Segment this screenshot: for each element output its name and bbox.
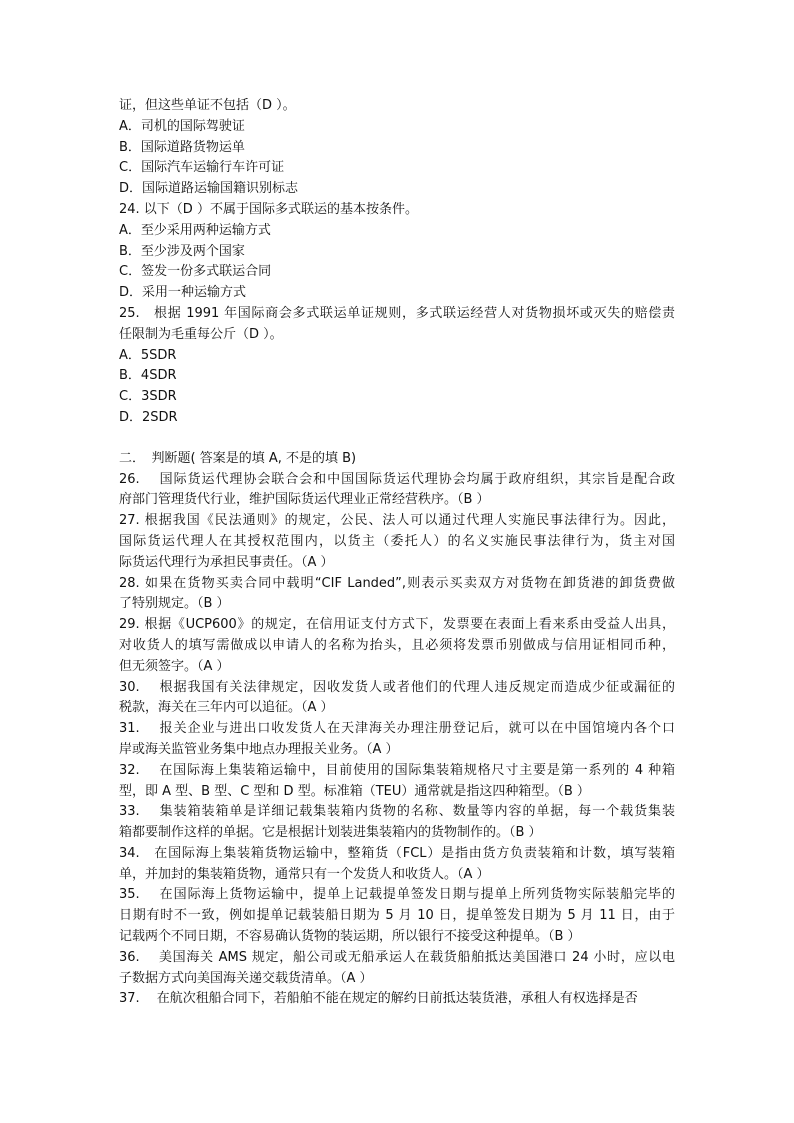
text-line: C．签发一份多式联运合同: [119, 264, 272, 280]
text-line: 32. 在国际海上集装箱运输中，目前使用的国际集装箱规格尺寸主要是第一系列的 4 种箱: [119, 762, 675, 778]
question-paragraph: [119, 885, 675, 947]
text-line: 31. 报关企业与进出口收发货人在天津海关办理注册登记后，就可以在中国馆境内各个口: [119, 721, 675, 737]
question-paragraph: [119, 761, 675, 803]
text-line: A．司机的国际驾驶证: [119, 118, 245, 134]
question-paragraph: [119, 678, 675, 720]
text-line: 证，但这些单证不包括（D ）。: [119, 98, 296, 113]
section-gap: [119, 429, 675, 449]
text-line: 际货运代理行为承担民事责任。（A ）: [119, 554, 334, 570]
text-line: 任限制为毛重每公斤（D ）。: [119, 326, 283, 342]
text-line: 但无须签字。（A ）: [119, 658, 230, 674]
text-block: [119, 449, 675, 470]
text-line: 对收货人的填写需做成以申请人的名称为抬头，且必须将发票币别做成与信用证相同币种，: [119, 637, 675, 653]
text-line: 税款，海关在三年内可以追征。（A ）: [119, 700, 334, 716]
question-paragraph: [119, 574, 675, 616]
text-line: 26. 国际货运代理协会联合会和中国国际货运代理协会均属于政府组织，其宗旨是配合政: [119, 471, 675, 487]
text-line: 府部门管理货代行业，维护国际货运代理业正常经营秩序。（B ）: [119, 492, 490, 508]
text-line: 30. 根据我国有关法律规定，因收发货人或者他们的代理人违反规定而造成少征或漏征的: [119, 679, 675, 695]
document-page: [119, 96, 675, 1010]
text-line: A．至少采用两种运输方式: [119, 222, 271, 238]
question-paragraph: [119, 615, 675, 677]
text-line: 33. 集装箱装箱单是详细记载集装箱内货物的名称、数量等内容的单据，每一个载货集装: [119, 804, 675, 820]
text-line: 28. 如果在货物买卖合同中载明“CIF Landed”,则表示买卖双方对货物在卸货港的卸货费做: [119, 575, 675, 591]
text-line: 日期有时不一致，例如提单记载装船日期为 5 月 10 日，提单签发日期为 5 月 11 日，由于: [119, 908, 675, 924]
text-line: 24. 以下（D ）不属于国际多式联运的基本按条件。: [119, 201, 418, 217]
question-paragraph: [119, 802, 675, 844]
text-block: [119, 346, 675, 429]
text-line: 记载两个不同日期，不容易确认货物的装运期，所以银行不接受这种提单。（B ）: [119, 929, 581, 945]
question-paragraph: [119, 948, 675, 990]
text-line: C．国际汽车运输行车许可证: [119, 160, 285, 176]
question-paragraph: [119, 719, 675, 761]
text-line: D．国际道路运输国籍识别标志: [119, 181, 299, 197]
text-line: 型，即 A 型、B 型、C 型和 D 型。标准箱（TEU）通常就是指这四种箱型。（B ）: [119, 783, 590, 799]
text-line: 35. 在国际海上货物运输中，提单上记载提单签发日期与提单上所列货物实际装船完毕的: [119, 887, 675, 903]
text-block: [119, 96, 675, 304]
question-paragraph: [119, 304, 675, 346]
text-line: 了特别规定。（B ）: [119, 596, 230, 612]
text-line: D．采用一种运输方式: [119, 285, 247, 301]
question-paragraph: [119, 511, 675, 573]
question-paragraph: [119, 989, 675, 1010]
text-line: 单，并加封的集装箱货物，通常只有一个发货人和收货人。（A ）: [119, 866, 490, 882]
text-line: C．3SDR: [119, 389, 177, 405]
text-line: 36. 美国海关 AMS 规定，船公司或无船承运人在载货船舶抵达美国港口 24 小时，应以电: [119, 949, 675, 965]
text-line: D．2SDR: [119, 409, 178, 425]
text-line: B．至少涉及两个国家: [119, 243, 245, 259]
text-line: 二． 判断题( 答案是的填 A, 不是的填 B): [119, 450, 357, 466]
text-line: 29. 根据《UCP600》的规定，在信用证支付方式下，发票要在表面上看来系由受益人出具，: [119, 617, 675, 633]
question-paragraph: [119, 844, 675, 886]
text-line: B．国际道路货物运单: [119, 139, 245, 155]
text-line: 27. 根据我国《民法通则》的规定，公民、法人可以通过代理人实施民事法律行为。因此，: [119, 513, 675, 529]
text-line: 箱都要制作这样的单据。它是根据计划装进集装箱内的货物制作的。（B ）: [119, 825, 542, 841]
text-line: 子数据方式向美国海关递交载货清单。（A ）: [119, 970, 373, 986]
text-line: B．4SDR: [119, 368, 177, 384]
text-line: 34. 在国际海上集装箱货物运输中，整箱货（FCL）是指由货方负责装箱和计数，填写装箱: [119, 845, 675, 861]
question-paragraph: [119, 470, 675, 512]
text-line: 国际货运代理人在其授权范围内，以货主（委托人）的名义实施民事法律行为，货主对国: [119, 533, 675, 549]
text-line: 25. 根据 1991 年国际商会多式联运单证规则，多式联运经营人对货物损坏或灭失的赔偿责: [119, 305, 675, 321]
text-line: A．5SDR: [119, 347, 177, 363]
text-line: 岸或海关监管业务集中地点办理报关业务。（A ）: [119, 741, 399, 757]
text-line: 37. 在航次租船合同下，若船舶不能在规定的解约日前抵达装货港，承租人有权选择是否: [119, 991, 638, 1007]
